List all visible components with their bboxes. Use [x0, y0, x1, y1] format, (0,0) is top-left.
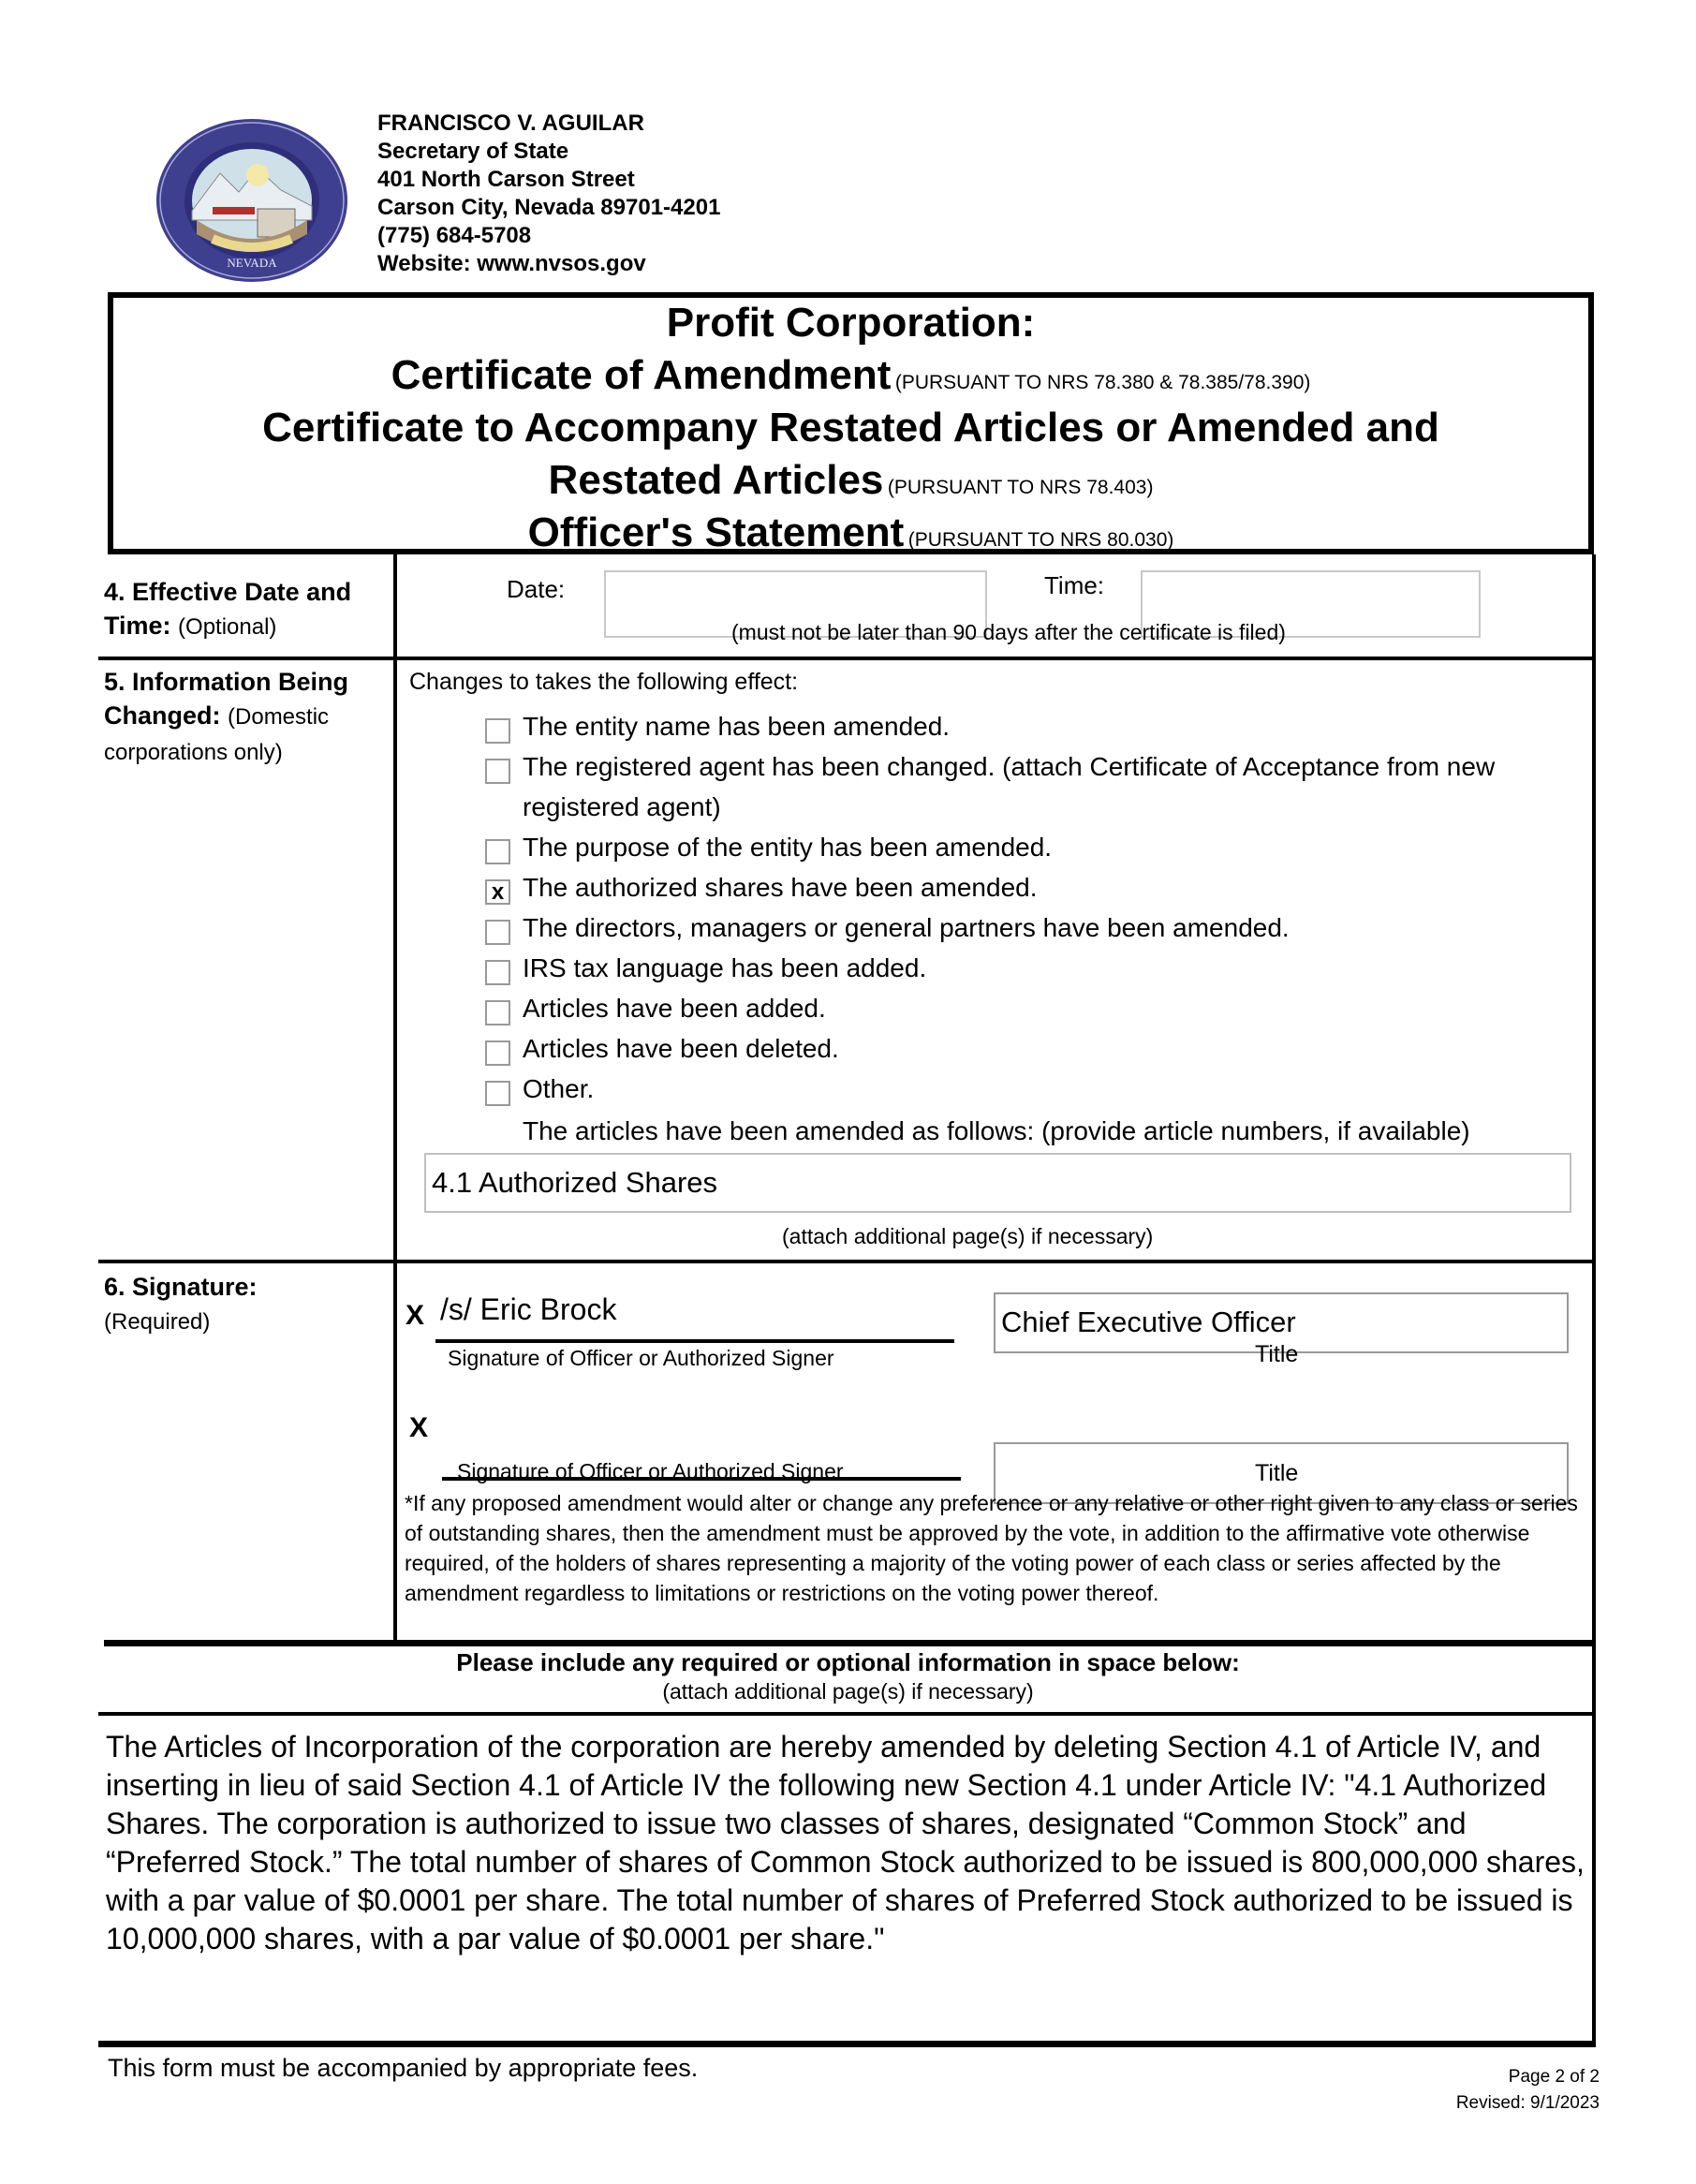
office-phone: (775) 684-5708 [377, 223, 532, 248]
row-divider [98, 1260, 1594, 1263]
signature-1-caption: Signature of Officer or Authorized Signer [448, 1346, 834, 1370]
option-checkbox[interactable] [485, 1000, 510, 1026]
nevada-state-seal-icon [155, 117, 349, 284]
option-checkbox[interactable] [485, 718, 510, 744]
additional-info-subheading: (attach additional page(s) if necessary) [662, 1679, 1034, 1704]
title-line-5: Officer's Statement (PURSUANT TO NRS 80.030) [527, 509, 1174, 555]
row-divider-thick [104, 1640, 1594, 1646]
form-title-box [108, 292, 1594, 554]
additional-info-heading: Please include any required or optional information in space below: [456, 1648, 1240, 1676]
option-checkbox[interactable] [485, 960, 510, 985]
option-checkbox[interactable] [485, 920, 510, 945]
option-label-continued: registered agent) [523, 792, 721, 821]
additional-info-body[interactable]: The Articles of Incorporation of the corporation are hereby amended by deleting Section 4.1 of Article IV, and inserting in lieu of said Section 4.1 of Article IV the following new Section 4.1 under Article IV: "4.1 Authorized Shares. The corporation is authorized to issue two classes of shares, designated “Common Stock” and “Preferred Stock.” The total number of shares of Common Stock authorized to be issued is 800,000,000 shares, with a par value of $0.0001 per share. The total number of shares of Preferred Stock authorized to be issued is 10,000,000 shares, with a par value of $0.0001 per share." [106, 1730, 1585, 1955]
signature-2-caption: Signature of Officer or Authorized Signer [457, 1459, 844, 1483]
column-divider [393, 554, 397, 1643]
option-label: The registered agent has been changed. (attach Certificate of Acceptance from new [523, 752, 1496, 781]
signature-1-value[interactable]: /s/ Eric Brock [440, 1292, 617, 1326]
bottom-border [98, 2041, 1596, 2047]
title-1-field[interactable]: Chief Executive Officer [994, 1292, 1569, 1353]
date-hint: (must not be later than 90 days after the certificate is filed) [731, 620, 1286, 644]
option-checkbox[interactable] [485, 1081, 510, 1106]
row-divider [98, 657, 1594, 660]
title-line-4: Restated Articles (PURSUANT TO NRS 78.403) [548, 457, 1154, 503]
title-line-2: Certificate of Amendment (PURSUANT TO NRS 78.380 & 78.385/78.390) [391, 352, 1311, 398]
amended-articles-field[interactable]: 4.1 Authorized Shares [424, 1153, 1571, 1213]
amendment-disclaimer: *If any proposed amendment would alter or change any preference or any relative or other right given to any class or series of outstanding shares, then the amendment must be approved by the vote, in addition to the affirmative vote otherwise required, of the holders of shares representing a majority of the voting power of each class or series affected by the amendment regardless to limitations or restrictions on the voting power thereof. [405, 1491, 1578, 1605]
option-label: The directors, managers or general partners have been amended. [523, 913, 1290, 942]
amended-prompt: The articles have been amended as follows: (provide article numbers, if available) [523, 1116, 1470, 1145]
office-city: Carson City, Nevada 89701-4201 [377, 195, 721, 220]
date-label: Date: [507, 575, 566, 603]
option-label: Articles have been deleted. [523, 1034, 839, 1063]
office-street: 401 North Carson Street [377, 167, 635, 192]
signature-2-x-mark: X [409, 1412, 429, 1443]
title-1-caption: Title [1255, 1341, 1299, 1367]
fees-note: This form must be accompanied by appropriate fees. [108, 2054, 699, 2082]
row-divider [98, 1712, 1594, 1716]
office-website: Website: www.nvsos.gov [377, 251, 646, 276]
option-label: IRS tax language has been added. [523, 953, 927, 982]
title-line-3: Certificate to Accompany Restated Articles or Amended and [262, 405, 1439, 450]
option-checkbox[interactable] [485, 839, 510, 864]
title-line-1: Profit Corporation: [666, 300, 1036, 346]
section-6-label: 6. Signature: (Required) [104, 1273, 258, 1335]
title-2-caption: Title [1255, 1460, 1299, 1486]
option-checkbox[interactable] [485, 1040, 510, 1066]
section-4-label: 4. Effective Date and Time: (Optional) [104, 578, 352, 640]
time-label: Time: [1044, 571, 1105, 599]
option-label: The authorized shares have been amended. [523, 873, 1038, 902]
signature-1-x-mark: X [406, 1300, 425, 1331]
section-5-label: 5. Information Being Changed: (Domestic corporations only) [104, 668, 349, 765]
option-label: The entity name has been amended. [523, 712, 951, 741]
changes-intro: Changes to takes the following effect: [409, 669, 799, 695]
page-number: Page 2 of 2 [1508, 2067, 1600, 2087]
option-checkbox[interactable]: x [485, 879, 510, 905]
option-label: Articles have been added. [523, 994, 826, 1023]
right-border [1592, 554, 1596, 2045]
option-label: The purpose of the entity has been amended. [523, 833, 1053, 862]
option-checkbox[interactable] [485, 759, 510, 784]
revised-date: Revised: 9/1/2023 [1455, 2093, 1600, 2113]
seal-text: NEVADA [227, 256, 277, 270]
secretary-office: Secretary of State [377, 139, 569, 164]
option-label: Other. [523, 1074, 595, 1103]
amended-attach-note: (attach additional page(s) if necessary) [782, 1224, 1154, 1248]
secretary-name: FRANCISCO V. AGUILAR [377, 111, 644, 136]
